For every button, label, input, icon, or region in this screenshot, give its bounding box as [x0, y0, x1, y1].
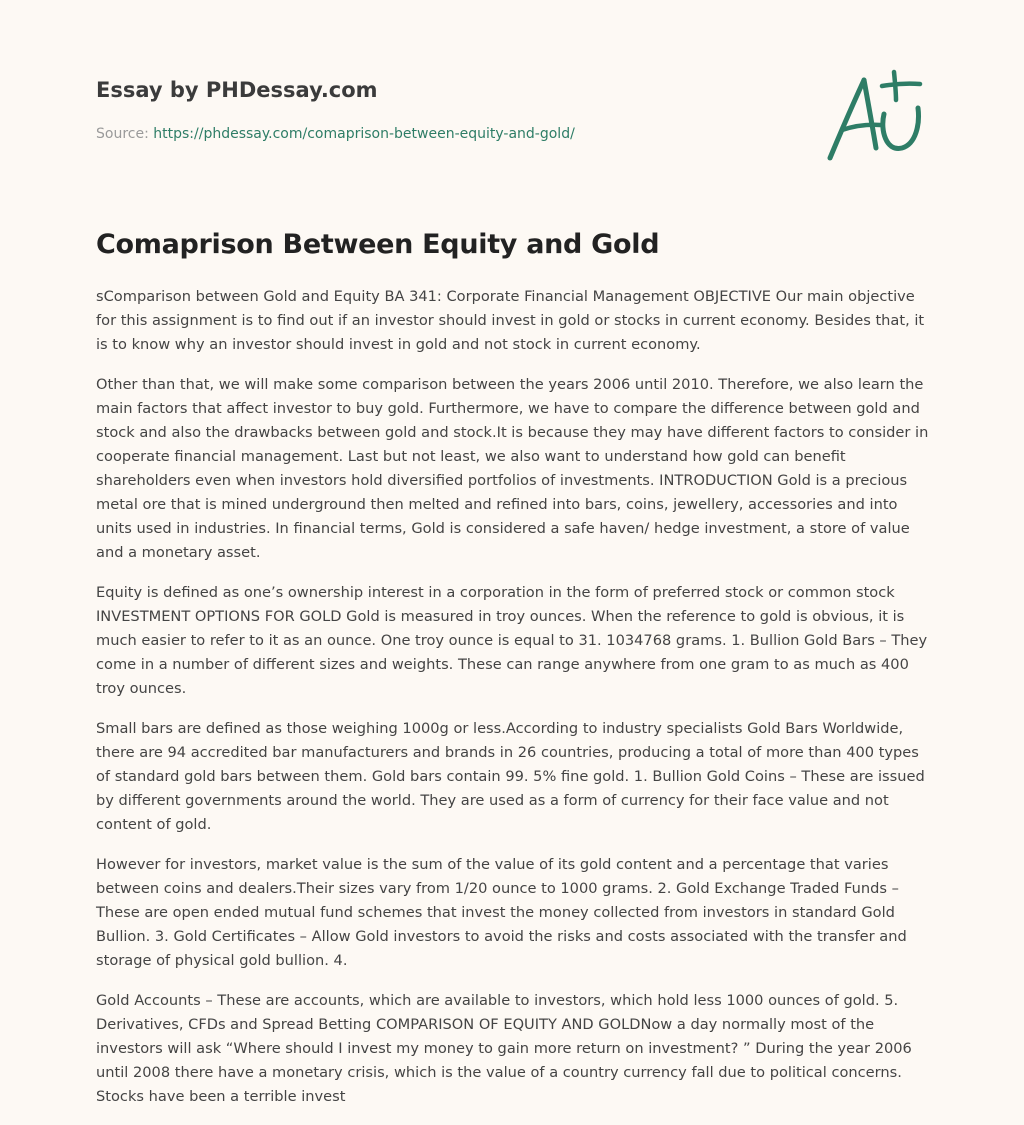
paragraph: Other than that, we will make some comparison between the years 2006 until 2010. Therefore, we also learn the main factors that affect investor to buy gold. Furthermore, we have to compare the difference between gold and stock and also the drawbacks between gold and stock.It is because they may have different factors to consider in cooperate financial management. Last but not least, we also want to understand how gold can benefit shareholders even when investors hold diversified portfolios of investments. INTRODUCTION Gold is a precious metal ore that is mined underground then melted and refined into bars, coins, jewellery, accessories and into units used in industries. In financial terms, Gold is considered a safe haven/ hedge investment, a store of value and a monetary asset. — [96, 376, 929, 561]
paragraph: sComparison between Gold and Equity BA 341: Corporate Financial Management OBJECTIVE Our main objective for this assignment is to find out if an investor should invest in gold or stocks in current economy. Besides that, it is to know why an investor should invest in gold and not stock in current economy. — [96, 288, 925, 353]
article-body — [96, 285, 932, 1125]
source-line — [96, 124, 796, 144]
brand-title: Essay by PHDessay.com — [96, 78, 378, 102]
page-header — [96, 76, 796, 144]
paragraph: Small bars are defined as those weighing 1000g or less.According to industry specialists Gold Bars Worldwide, there are 94 accredited bar manufacturers and brands in 26 countries, producing a total of more than 400 types of standard gold bars between them. Gold bars contain 99. 5% fine gold. 1. Bullion Gold Coins – These are issued by different governments around the world. They are used as a form of currency for their face value and not content of gold. — [96, 720, 925, 833]
paragraph: Equity is defined as one’s ownership interest in a corporation in the form of preferred stock or common stock INVESTMENT OPTIONS FOR GOLD Gold is measured in troy ounces. When the reference to gold is obvious, it is much easier to refer to it as an ounce. One troy ounce is equal to 31. 1034768 grams. 1. Bullion Gold Bars – They come in a number of different sizes and weights. These can range anywhere from one gram to as much as 400 troy ounces. — [96, 584, 928, 697]
paragraph: However for investors, market value is the sum of the value of its gold content and a percentage that varies between coins and dealers.Their sizes vary from 1/20 ounce to 1000 grams. 2. Gold Exchange Traded Funds – These are open ended mutual fund schemes that invest the money collected from investors in standard Gold Bullion. 3. Gold Certificates – Allow Gold investors to avoid the risks and costs associated with the transfer and storage of physical gold bullion. 4. — [96, 856, 907, 969]
source-label: Source: — [96, 126, 154, 142]
article-title: Comaprison Between Equity and Gold — [96, 229, 660, 260]
paragraph: Gold Accounts – These are accounts, which are available to investors, which hold less 1000 ounces of gold. 5. Derivatives, CFDs and Spread Betting COMPARISON OF EQUITY AND GOLDNow a day normally most of the investors will ask “Where should I invest my money to gain more return on investment? ” During the year 2006 until 2008 there have a monetary crisis, which is the value of a country currency fall due to political concerns. Stocks have been a terrible invest — [96, 992, 912, 1105]
source-link[interactable]: https://phdessay.com/comaprison-between-equity-and-gold/ — [153, 126, 575, 142]
a-plus-logo-icon — [824, 68, 928, 164]
